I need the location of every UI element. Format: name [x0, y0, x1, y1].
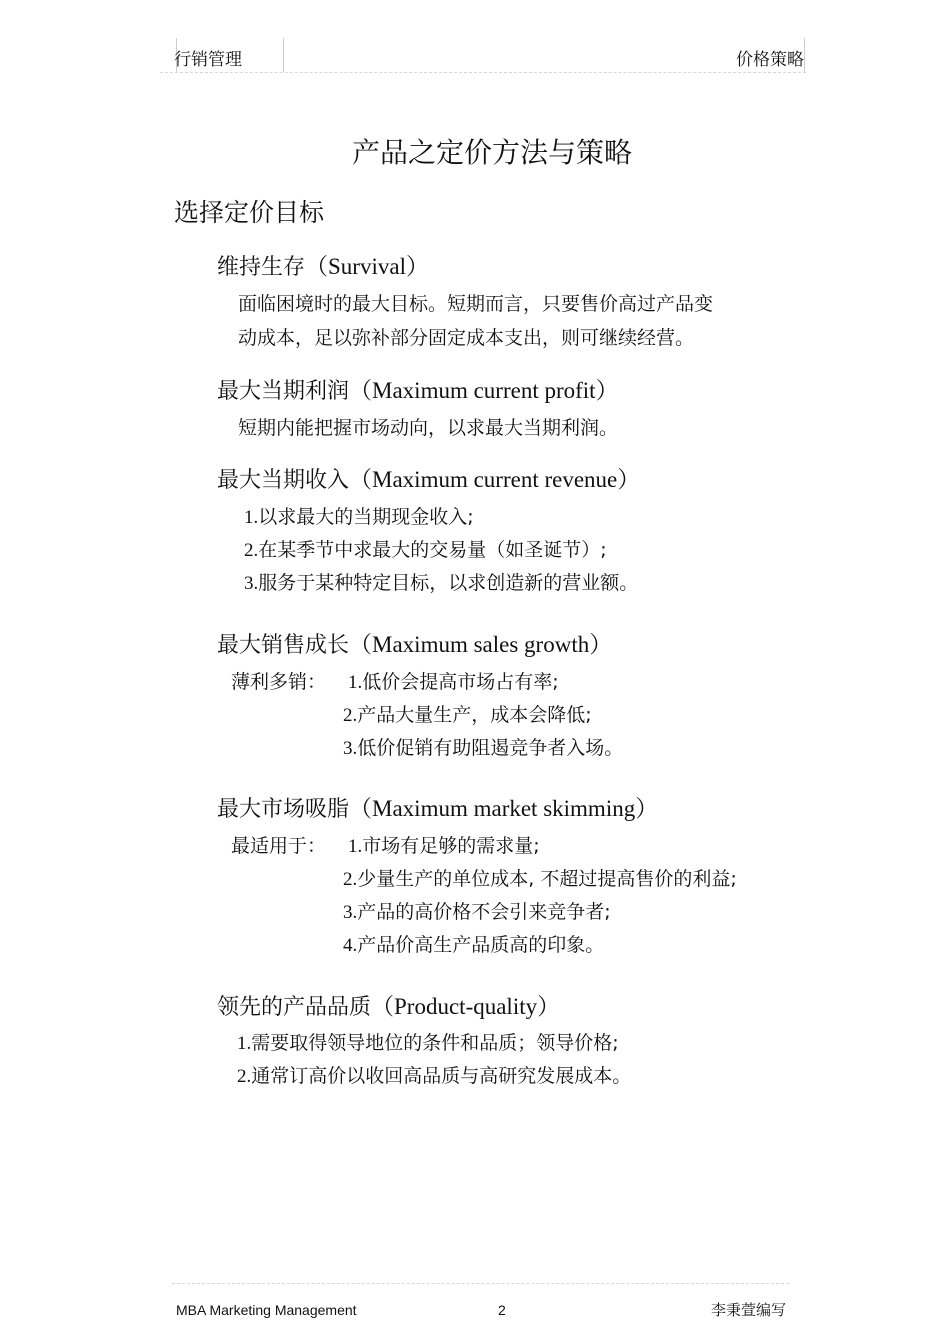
list-item: 3.低价促销有助阻遏竞争者入场。 — [343, 737, 624, 759]
header-rule — [160, 72, 806, 73]
revenue-heading — [217, 461, 640, 494]
page-title: 产品之定价方法与策略 — [351, 136, 632, 169]
header-divider-right — [804, 38, 805, 72]
list-item: 4.产品价高生产品质高的印象。 — [343, 934, 605, 956]
sales-label: 薄利多销： — [231, 671, 327, 693]
survival-line-1: 面临困境时的最大目标。短期而言，只要售价高过产品变 — [238, 293, 714, 315]
header-divider-mid — [283, 38, 284, 72]
footer-author: 李秉萱编写 — [711, 1301, 787, 1319]
skimming-label: 最适用于： — [231, 835, 327, 857]
list-item: 3.服务于某种特定目标，以求创造新的营业额。 — [244, 572, 639, 594]
quality-heading — [217, 988, 560, 1021]
survival-line-2: 动成本，足以弥补部分固定成本支出，则可继续经营。 — [238, 327, 695, 349]
footer-rule — [172, 1283, 789, 1284]
quality-heading-cn: 领先的产品品质 — [217, 995, 372, 1020]
footer-left-text: MBA Marketing Management — [176, 1302, 357, 1318]
skimming-heading-cn: 最大市场吸脂 — [217, 797, 350, 822]
list-item: 2.产品大量生产，成本会降低; — [343, 704, 592, 726]
sales-heading-cn: 最大销售成长 — [217, 633, 350, 658]
quality-heading-en: （Product-quality） — [371, 994, 561, 1019]
skimming-heading — [217, 790, 658, 823]
list-item: 2.通常订高价以收回高品质与高研究发展成本。 — [237, 1065, 632, 1087]
profit-heading-en: （Maximum current profit） — [349, 378, 619, 403]
profit-heading-cn: 最大当期利润 — [217, 379, 350, 404]
profit-heading — [217, 372, 619, 405]
list-item: 1.以求最大的当期现金收入; — [244, 506, 474, 528]
header-right-text: 价格策略 — [736, 50, 804, 70]
section-heading: 选择定价目标 — [174, 198, 325, 227]
header-left-text: 行销管理 — [174, 50, 242, 70]
survival-heading-cn: 维持生存 — [217, 255, 306, 280]
list-item: 1.需要取得领导地位的条件和品质；领导价格; — [237, 1032, 619, 1054]
list-item: 3.产品的高价格不会引来竞争者; — [343, 901, 611, 923]
revenue-heading-en: （Maximum current revenue） — [349, 467, 641, 492]
list-item: 2.在某季节中求最大的交易量（如圣诞节）; — [244, 539, 607, 561]
page-number: 2 — [498, 1302, 506, 1318]
survival-heading-en: （Survival） — [305, 254, 429, 279]
revenue-heading-cn: 最大当期收入 — [217, 468, 350, 493]
survival-heading — [217, 248, 429, 281]
list-item: 1.低价会提高市场占有率; — [348, 671, 559, 693]
skimming-heading-en: （Maximum market skimming） — [349, 796, 659, 821]
profit-line-1: 短期内能把握市场动向，以求最大当期利润。 — [238, 417, 619, 439]
list-item: 2.少量生产的单位成本, 不超过提高售价的利益; — [343, 868, 737, 890]
sales-heading-en: （Maximum sales growth） — [349, 632, 613, 657]
sales-heading — [217, 626, 612, 659]
list-item: 1.市场有足够的需求量; — [348, 835, 540, 857]
